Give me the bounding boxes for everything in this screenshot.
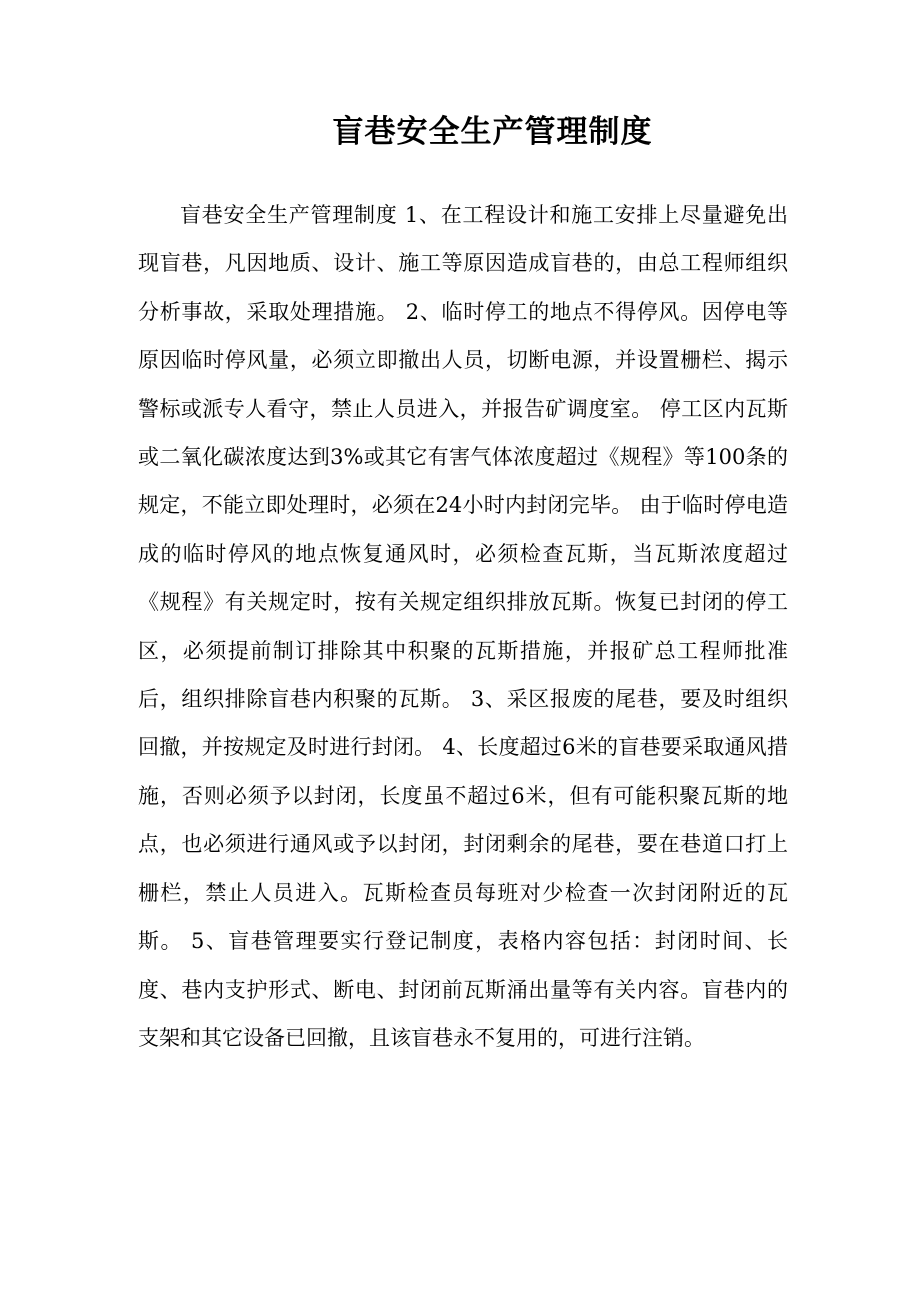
document-body-paragraph: 盲巷安全生产管理制度 1、在工程设计和施工安排上尽量避免出现盲巷，凡因地质、设计、施工等原因造成盲巷的，由总工程师组织分析事故，采取处理措施。 2、临时停工的地点不得停风。因停电等原因临时停风量，必须立即撤出人员，切断电源，并设置栅栏、揭示警标或派专人看守，禁止人员进入，并报告矿调度室。 停工区内瓦斯或二氧化碳浓度达到3%或其它有害气体浓度超过《规程》等100条的规定，不能立即处理时，必须在24小时内封闭完毕。 由于临时停电造成的临时停风的地点恢复通风时，必须检查瓦斯，当瓦斯浓度超过《规程》有关规定时，按有关规定组织排放瓦斯。恢复已封闭的停工区，必须提前制订排除其中积聚的瓦斯措施，并报矿总工程师批准后，组织排除盲巷内积聚的瓦斯。 3、采区报废的尾巷，要及时组织回撤，并按规定及时进行封闭。 4、长度超过6米的盲巷要采取通风措施，否则必须予以封闭，长度虽不超过6米，但有可能积聚瓦斯的地点，也必须进行通风或予以封闭，封闭剩余的尾巷，要在巷道口打上栅栏，禁止人员进入。瓦斯检查员每班对少检查一次封闭附近的瓦斯。 5、盲巷管理要实行登记制度，表格内容包括：封闭时间、长度、巷内支护形式、断电、封闭前瓦斯涌出量等有关内容。盲巷内的支架和其它设备已回撤，且该盲巷永不复用的，可进行注销。	[138, 203, 788, 1050]
document-title: 盲巷安全生产管理制度	[332, 114, 653, 150]
